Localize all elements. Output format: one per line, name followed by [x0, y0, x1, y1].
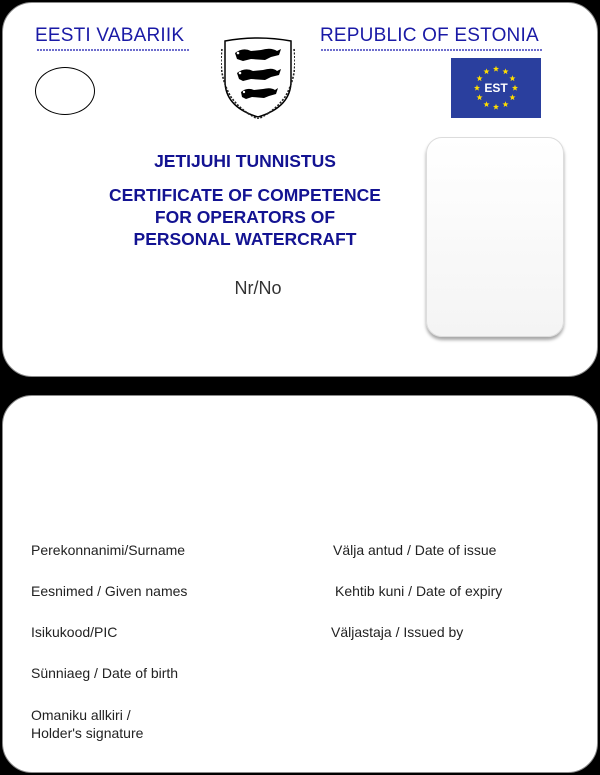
country-code: EST	[484, 81, 508, 95]
pic-label: Isikukood/PIC	[31, 624, 118, 640]
title-english-line: FOR OPERATORS OF	[154, 207, 336, 227]
card-front	[2, 2, 598, 377]
title-english	[3, 184, 487, 250]
signature-label	[31, 706, 143, 742]
signature-label-line: Omaniku allkiri /	[31, 707, 131, 723]
title-estonian: JETIJUHI TUNNISTUS	[154, 151, 336, 171]
card-back	[2, 395, 598, 773]
coat-of-arms-icon	[221, 35, 295, 119]
eu-flag-icon	[451, 58, 541, 118]
title-english-line: PERSONAL WATERCRAFT	[133, 229, 357, 249]
header-estonian: EESTI VABARIIK	[35, 25, 185, 46]
issued-by-label: Väljastaja / Issued by	[331, 624, 464, 640]
photo-placeholder	[426, 137, 564, 337]
microtext-line-right	[321, 49, 543, 51]
date-of-expiry-label: Kehtib kuni / Date of expiry	[335, 583, 503, 599]
date-of-birth-label: Sünniaeg / Date of birth	[31, 665, 179, 681]
hologram-oval	[35, 67, 95, 115]
surname-label: Perekonnanimi/Surname	[31, 542, 186, 558]
title-english-line: CERTIFICATE OF COMPETENCE	[109, 185, 381, 205]
signature-label-line: Holder's signature	[31, 725, 144, 741]
microtext-line-left	[37, 49, 189, 51]
date-of-issue-label: Välja antud / Date of issue	[333, 542, 497, 558]
given-names-label: Eesnimed / Given names	[31, 583, 188, 599]
certificate-number-label: Nr/No	[234, 278, 282, 298]
header-english: REPUBLIC OF ESTONIA	[320, 25, 539, 46]
